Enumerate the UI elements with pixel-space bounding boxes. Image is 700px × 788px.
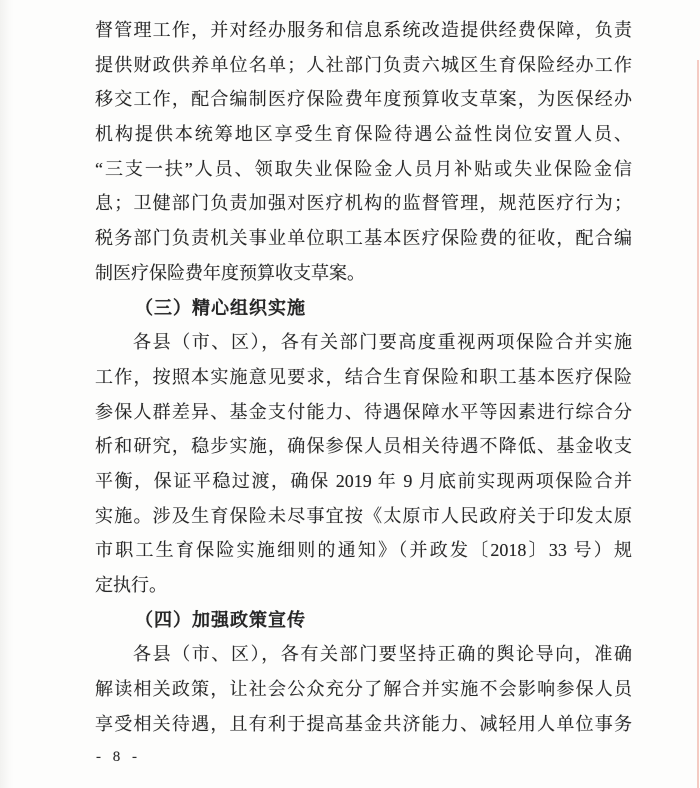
text-line: 各县（市、区），各有关部门要坚持正确的舆论导向，准确 <box>133 644 632 665</box>
text-line: 实施。涉及生育保险未尽事宜按《太原市人民政府关于印发太原 <box>95 505 632 526</box>
text-line: 移交工作，配合编制医疗保险费年度预算收支草案，为医保经办 <box>95 89 632 110</box>
text-line: 税务部门负责机关事业单位职工基本医疗保险费的征收，配合编 <box>95 228 632 249</box>
document-body <box>95 13 632 741</box>
text-line: 息；卫健部门负责加强对医疗机构的监督管理，规范医疗行为； <box>95 193 632 214</box>
section-heading: （四）加强政策宣传 <box>135 609 306 630</box>
section-heading: （三）精心组织实施 <box>135 297 306 318</box>
text-line: 督管理工作，并对经办服务和信息系统改造提供经费保障，负责 <box>95 20 632 40</box>
text-line: 工作，按照本实施意见要求，结合生育保险和职工基本医疗保险 <box>95 366 632 387</box>
text-line: 市职工生育保险实施细则的通知》（并政发〔2018〕33 号）规 <box>95 540 632 561</box>
text-line: 参保人群差异、基金支付能力、待遇保障水平等因素进行综合分 <box>95 401 632 422</box>
text-line: 解读相关政策，让社会公众充分了解合并实施不会影响参保人员 <box>95 679 632 700</box>
scan-artifact-line <box>697 60 699 788</box>
text-line: “三支一扶”人员、领取失业保险金人员月补贴或失业保险金信 <box>95 158 632 179</box>
text-line: 享受相关待遇，且有利于提高基金共济能力、减轻用人单位事务 <box>95 713 632 734</box>
text-line: 制医疗保险费年度预算收支草案。 <box>95 262 365 283</box>
text-line: 析和研究，稳步实施，确保参保人员相关待遇不降低、基金收支 <box>95 436 632 457</box>
text-line: 定执行。 <box>95 575 167 595</box>
text-line: 提供财政供养单位名单；人社部门负责六城区生育保险经办工作 <box>95 54 632 75</box>
scan-edge-shadow <box>0 0 14 788</box>
text-line: 平衡，保证平稳过渡，确保 2019 年 9 月底前实现两项保险合并 <box>95 470 632 491</box>
text-line: 机构提供本统筹地区享受生育保险待遇公益性岗位安置人员、 <box>95 124 632 145</box>
page-number: - 8 - <box>96 749 141 765</box>
text-line: 各县（市、区），各有关部门要高度重视两项保险合并实施 <box>133 332 632 353</box>
